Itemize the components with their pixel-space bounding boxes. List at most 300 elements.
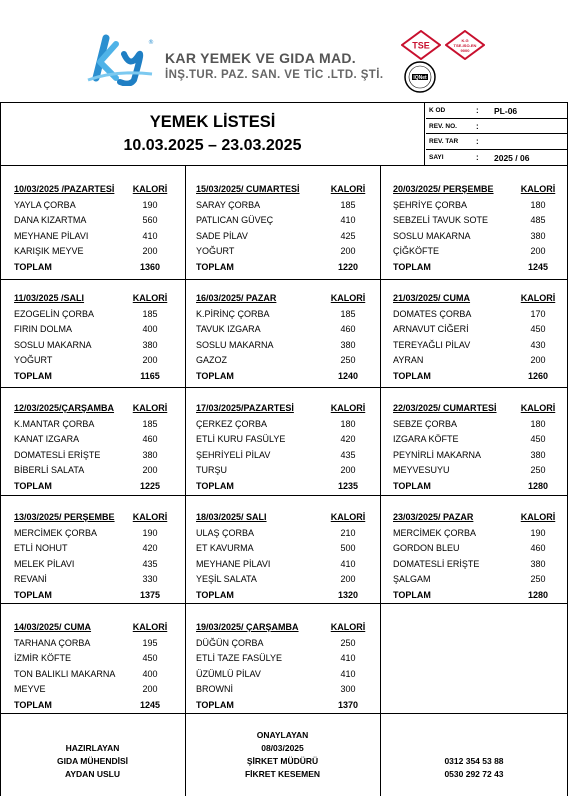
dish-name: YEŞİL SALATA (196, 574, 257, 584)
dish-row (393, 432, 558, 448)
dish-row (393, 417, 558, 433)
day-header-row (14, 291, 170, 307)
dish-name: ŞALGAM (393, 574, 431, 584)
dish-calories: 210 (340, 527, 356, 538)
total-row (393, 479, 558, 495)
dish-row (393, 338, 558, 354)
dish-calories: 400 (142, 668, 158, 679)
dish-row (14, 541, 170, 557)
dish-row (196, 651, 368, 667)
approved-date: 08/03/2025 (261, 743, 304, 753)
total-label: TOPLAM (393, 480, 431, 491)
dish-row (196, 636, 368, 652)
total-calories: 1225 (139, 480, 161, 491)
dish-calories: 250 (530, 465, 546, 475)
dish-row (14, 636, 170, 652)
dish-calories: 460 (530, 543, 546, 553)
day-header-row (393, 182, 558, 198)
dish-name: MERCİMEK ÇORBA (393, 527, 477, 538)
meta-value: 2025 / 06 (494, 152, 530, 163)
dish-row (14, 572, 170, 588)
total-calories: 1370 (337, 699, 359, 710)
dish-calories: 420 (340, 434, 356, 444)
dish-name: TEREYAĞLI PİLAV (393, 339, 471, 350)
day-date: 21/03/2025/ CUMA (393, 293, 471, 303)
total-row (196, 369, 368, 385)
day-header-row (393, 291, 558, 307)
total-calories: 1280 (527, 480, 549, 491)
dish-name: MEYHANE PİLAVI (196, 558, 271, 569)
dish-calories: 450 (142, 653, 158, 663)
dish-name: BİBERLİ SALATA (14, 465, 85, 475)
meta-colon: : (476, 121, 479, 131)
dish-name: K.MANTAR ÇORBA (14, 418, 95, 429)
day-header-row (196, 620, 368, 636)
dish-calories: 410 (340, 653, 356, 663)
dish-row (196, 682, 368, 698)
grid-line (185, 387, 186, 495)
dish-calories: 200 (340, 246, 356, 256)
dish-row (14, 667, 170, 683)
dish-name: MELEK PİLAVI (14, 558, 75, 569)
day-header-row (14, 182, 170, 198)
dish-name: DANA KIZARTMA (14, 215, 87, 225)
total-row (196, 698, 368, 714)
company-logo (86, 34, 156, 86)
dish-name: SADE PİLAV (196, 230, 248, 241)
grid-line (380, 166, 381, 279)
total-row (14, 479, 170, 495)
calorie-header: KALORİ (132, 622, 168, 632)
dish-calories: 410 (340, 215, 356, 225)
meta-row-code (426, 103, 568, 119)
dish-calories: 500 (340, 543, 356, 553)
meta-colon: : (476, 152, 479, 162)
total-label: TOPLAM (14, 589, 52, 600)
tse-certificate-logo (401, 30, 441, 60)
grid-line (185, 166, 186, 279)
grid-line (567, 102, 568, 796)
dish-row (196, 417, 368, 433)
day-date: 10/03/2025 /PAZARTESİ (14, 184, 115, 194)
dish-calories: 380 (530, 558, 546, 569)
total-row (393, 260, 558, 276)
dish-name: SOSLU MAKARNA (393, 230, 471, 241)
total-calories: 1375 (139, 589, 161, 600)
dish-name: SOSLU MAKARNA (14, 339, 92, 350)
day-date: 22/03/2025/ CUMARTESİ (393, 403, 497, 413)
day-menu-block (393, 401, 558, 494)
dish-calories: 200 (142, 684, 158, 694)
dish-name: TON BALIKLI MAKARNA (14, 668, 116, 679)
dish-name: AYRAN (393, 355, 424, 365)
day-menu-block (196, 510, 368, 603)
dish-calories: 180 (340, 418, 356, 429)
dish-calories: 200 (530, 246, 546, 256)
dish-calories: 330 (142, 574, 158, 584)
day-header-row (14, 401, 170, 417)
day-menu-block (196, 182, 368, 275)
dish-row (14, 557, 170, 573)
total-calories: 1235 (337, 480, 359, 491)
dish-name: YAYLA ÇORBA (14, 199, 76, 210)
dish-name: DOMATES ÇORBA (393, 308, 472, 319)
total-label: TOPLAM (393, 370, 431, 381)
total-calories: 1220 (337, 261, 359, 272)
total-row (14, 698, 170, 714)
grid-line (380, 387, 381, 495)
total-row (196, 260, 368, 276)
dish-row (393, 353, 558, 369)
dish-row (196, 198, 368, 214)
dish-row (196, 463, 368, 479)
dish-calories: 410 (142, 230, 158, 241)
grid-line (380, 279, 381, 387)
dish-name: TURŞU (196, 465, 227, 475)
calorie-header: KALORİ (132, 512, 168, 522)
calorie-header: KALORİ (520, 403, 556, 413)
calorie-header: KALORİ (330, 403, 366, 413)
dish-row (393, 572, 558, 588)
dish-row (393, 463, 558, 479)
dish-name: KARIŞIK MEYVE (14, 246, 84, 256)
dish-calories: 200 (142, 246, 158, 256)
dish-row (196, 322, 368, 338)
dish-row (393, 322, 558, 338)
dish-row (196, 557, 368, 573)
dish-calories: 185 (142, 418, 158, 429)
day-date: 12/03/2025/ÇARŞAMBA (14, 403, 115, 413)
meta-value: PL-06 (494, 106, 518, 116)
dish-row (393, 526, 558, 542)
dish-row (14, 307, 170, 323)
total-label: TOPLAM (196, 480, 234, 491)
dish-row (196, 338, 368, 354)
dish-name: YOĞURT (14, 355, 53, 365)
total-label: TOPLAM (196, 261, 234, 272)
day-menu-block (14, 620, 170, 713)
dish-row (196, 213, 368, 229)
dish-calories: 380 (530, 449, 546, 460)
prepared-by (0, 742, 185, 781)
meta-key: SAYI (429, 153, 444, 161)
total-label: TOPLAM (14, 480, 52, 491)
dish-name: PEYNİRLİ MAKARNA (393, 449, 482, 460)
dish-row (393, 557, 558, 573)
svg-text:9000: 9000 (460, 48, 470, 53)
total-row (14, 260, 170, 276)
total-calories: 1165 (140, 370, 160, 381)
dish-name: KANAT IZGARA (14, 434, 80, 444)
day-header-row (393, 510, 558, 526)
grid-line (0, 603, 568, 604)
dish-calories: 200 (142, 465, 158, 475)
dish-name: MEYHANE PİLAVI (14, 230, 89, 241)
dish-row (14, 322, 170, 338)
day-header-row (14, 510, 170, 526)
company-subtitle: İNŞ.TUR. PAZ. SAN. VE TİC .LTD. ŞTİ. (165, 69, 384, 81)
dish-name: ÇİĞKÖFTE (393, 246, 440, 256)
day-menu-block (196, 401, 368, 494)
dish-row (14, 448, 170, 464)
calorie-header: KALORİ (330, 184, 366, 194)
dish-calories: 185 (340, 308, 356, 319)
total-label: TOPLAM (14, 699, 52, 710)
dish-row (196, 229, 368, 245)
grid-line (380, 495, 381, 603)
svg-text:TSE: TSE (412, 40, 430, 51)
iqnet-certificate-logo (404, 61, 436, 93)
day-header-row (393, 401, 558, 417)
dish-calories: 430 (530, 339, 546, 350)
dish-name: ARNAVUT CİĞERİ (393, 324, 469, 334)
dish-row (196, 448, 368, 464)
dish-row (196, 572, 368, 588)
title-block (0, 103, 425, 165)
total-row (14, 369, 170, 385)
dish-name: ETLİ KURU FASÜLYE (196, 434, 286, 444)
grid-line (0, 495, 568, 496)
total-calories: 1320 (337, 589, 359, 600)
dish-calories: 380 (530, 230, 546, 241)
dish-row (14, 353, 170, 369)
grid-line (185, 279, 186, 387)
svg-text:®: ® (148, 39, 154, 46)
day-date: 15/03/2025/ CUMARTESİ (196, 184, 300, 194)
dish-calories: 185 (142, 308, 158, 319)
dish-name: TAVUK IZGARA (196, 324, 261, 334)
dish-name: GORDON BLEU (393, 543, 460, 553)
meta-key: K OD (429, 107, 446, 114)
dish-name: BROWNİ (196, 684, 233, 694)
phone-2: 0530 292 72 43 (444, 769, 504, 779)
dish-calories: 190 (142, 527, 158, 538)
meta-colon: : (476, 106, 479, 115)
total-label: TOPLAM (196, 589, 234, 600)
day-menu-block (14, 401, 170, 494)
day-date: 19/03/2025/ ÇARŞAMBA (196, 622, 299, 632)
total-label: TOPLAM (393, 589, 431, 600)
calorie-header: KALORİ (132, 184, 168, 194)
dish-row (196, 244, 368, 260)
day-date: 14/03/2025/ CUMA (14, 622, 92, 632)
total-calories: 1360 (139, 261, 161, 272)
dish-calories: 380 (142, 339, 158, 350)
dish-calories: 380 (142, 449, 158, 460)
dish-name: FIRIN DOLMA (14, 324, 73, 334)
phone-1: 0312 354 53 88 (444, 756, 504, 766)
dish-calories: 450 (530, 324, 546, 334)
prepared-title: GIDA MÜHENDİSİ (57, 756, 128, 766)
dish-name: SARAY ÇORBA (196, 199, 261, 210)
day-date: 13/03/2025/ PERŞEMBE (14, 512, 115, 522)
dish-name: DOMATESLİ ERİŞTE (14, 449, 101, 460)
page-title: YEMEK LİSTESİ (149, 113, 276, 131)
dish-calories: 170 (530, 308, 546, 319)
dish-calories: 410 (340, 558, 356, 569)
day-menu-block (393, 291, 558, 384)
dish-calories: 380 (340, 339, 356, 350)
dish-name: MEYVE (14, 684, 46, 694)
dish-row (14, 432, 170, 448)
dish-row (14, 463, 170, 479)
dish-calories: 400 (142, 324, 158, 334)
meta-colon: : (476, 137, 479, 146)
dish-name: REVANİ (14, 574, 47, 584)
dish-name: ÜZÜMLÜ PİLAV (196, 668, 261, 679)
dish-calories: 180 (530, 418, 546, 429)
dish-calories: 410 (340, 668, 356, 679)
day-menu-block (393, 510, 558, 603)
dish-name: IZGARA KÖFTE (393, 434, 459, 444)
day-header-row (196, 401, 368, 417)
day-menu-block (14, 291, 170, 384)
total-calories: 1260 (527, 370, 549, 381)
day-menu-block (196, 291, 368, 384)
dish-calories: 200 (340, 574, 356, 584)
dish-row (393, 198, 558, 214)
dish-calories: 250 (530, 574, 546, 584)
calorie-header: KALORİ (330, 293, 366, 303)
grid-line (185, 495, 186, 603)
calorie-header: KALORİ (330, 512, 366, 522)
dish-calories: 435 (340, 449, 356, 460)
total-calories: 1245 (527, 261, 549, 272)
approved-label: ONAYLAYAN (256, 730, 309, 740)
svg-text:TSE-ISO-EN: TSE-ISO-EN (453, 43, 477, 48)
calorie-header: KALORİ (132, 293, 168, 303)
dish-calories: 450 (530, 434, 546, 444)
dish-row (14, 651, 170, 667)
total-row (14, 588, 170, 604)
dish-calories: 250 (340, 355, 356, 365)
dish-row (196, 667, 368, 683)
dish-row (393, 448, 558, 464)
total-row (196, 479, 368, 495)
dish-row (14, 682, 170, 698)
day-menu-block (14, 182, 170, 275)
day-menu-block (393, 182, 558, 275)
dish-row (393, 307, 558, 323)
total-row (196, 588, 368, 604)
dish-row (14, 229, 170, 245)
dish-name: MERCİMEK ÇORBA (14, 527, 98, 538)
dish-row (14, 526, 170, 542)
calorie-header: KALORİ (330, 622, 366, 632)
grid-line (0, 279, 568, 280)
dish-calories: 195 (142, 637, 158, 648)
dish-row (393, 213, 558, 229)
dish-name: DÜĞÜN ÇORBA (196, 637, 264, 648)
dish-name: ETLİ NOHUT (14, 543, 68, 553)
dish-row (196, 353, 368, 369)
day-header-row (196, 510, 368, 526)
dish-calories: 200 (142, 355, 158, 365)
dish-row (393, 244, 558, 260)
prepared-label: HAZIRLAYAN (65, 743, 120, 753)
day-header-row (196, 291, 368, 307)
calorie-header: KALORİ (520, 293, 556, 303)
dish-calories: 300 (340, 684, 356, 694)
meta-row-number (426, 150, 568, 166)
total-label: TOPLAM (196, 699, 234, 710)
dish-calories: 435 (142, 558, 158, 569)
dish-calories: 185 (340, 199, 356, 210)
approved-by (185, 729, 380, 781)
dish-name: ŞEHRİYE ÇORBA (393, 199, 468, 210)
dish-name: ŞEHRİYELİ PİLAV (196, 449, 271, 460)
dish-name: MEYVESUYU (393, 465, 450, 475)
calorie-header: KALORİ (520, 184, 556, 194)
meta-row-rev-no (426, 119, 568, 135)
dish-row (196, 541, 368, 557)
dish-name: YOĞURT (196, 246, 235, 256)
dish-calories: 190 (530, 527, 546, 538)
approved-title: ŞİRKET MÜDÜRÜ (246, 756, 319, 766)
dish-row (14, 213, 170, 229)
day-date: 18/03/2025/ SALI (196, 512, 267, 522)
date-range: 10.03.2025 – 23.03.2025 (123, 137, 302, 154)
dish-calories: 425 (340, 230, 356, 241)
dish-calories: 200 (340, 465, 356, 475)
total-calories: 1280 (527, 589, 549, 600)
dish-name: GAZOZ (196, 355, 227, 365)
total-row (393, 369, 558, 385)
dish-name: İZMİR KÖFTE (14, 653, 71, 663)
dish-name: DOMATESLİ ERİŞTE (393, 558, 480, 569)
company-name: KAR YEMEK VE GIDA MAD. (165, 50, 356, 66)
dish-name: SEBZE ÇORBA (393, 418, 458, 429)
approved-name: FİKRET KESEMEN (244, 769, 321, 779)
svg-text:K.G: K.G (461, 38, 469, 43)
meta-key: REV. TAR (429, 138, 459, 145)
total-label: TOPLAM (393, 261, 431, 272)
dish-row (14, 244, 170, 260)
dish-calories: 460 (340, 324, 356, 334)
dish-name: SOSLU MAKARNA (196, 339, 274, 350)
dish-row (393, 229, 558, 245)
dish-name: PATLICAN GÜVEÇ (196, 215, 274, 225)
meta-key: REV. NO. (429, 122, 457, 130)
dish-row (196, 526, 368, 542)
day-header-row (14, 620, 170, 636)
dish-calories: 460 (142, 434, 158, 444)
total-label: TOPLAM (196, 370, 234, 381)
grid-line (380, 603, 381, 713)
dish-calories: 180 (530, 199, 546, 210)
dish-name: SEBZELİ TAVUK SOTE (393, 215, 489, 225)
dish-row (196, 432, 368, 448)
tse-iso-certificate-logo (445, 30, 485, 60)
title-band (0, 102, 568, 166)
dish-calories: 200 (530, 355, 546, 365)
document-meta-table (426, 103, 568, 165)
total-label: TOPLAM (14, 370, 52, 381)
total-calories: 1245 (139, 699, 161, 710)
dish-row (14, 417, 170, 433)
dish-calories: 560 (142, 215, 158, 225)
dish-calories: 420 (142, 543, 158, 553)
phone-numbers (380, 755, 568, 781)
dish-row (14, 198, 170, 214)
dish-name: K.PİRİNÇ ÇORBA (196, 308, 270, 319)
grid-line (185, 603, 186, 713)
total-label: TOPLAM (14, 261, 52, 272)
day-date: 20/03/2025/ PERŞEMBE (393, 184, 494, 194)
dish-name: ETLİ TAZE FASÜLYE (196, 653, 283, 663)
day-header-row (196, 182, 368, 198)
total-calories: 1240 (337, 370, 359, 381)
